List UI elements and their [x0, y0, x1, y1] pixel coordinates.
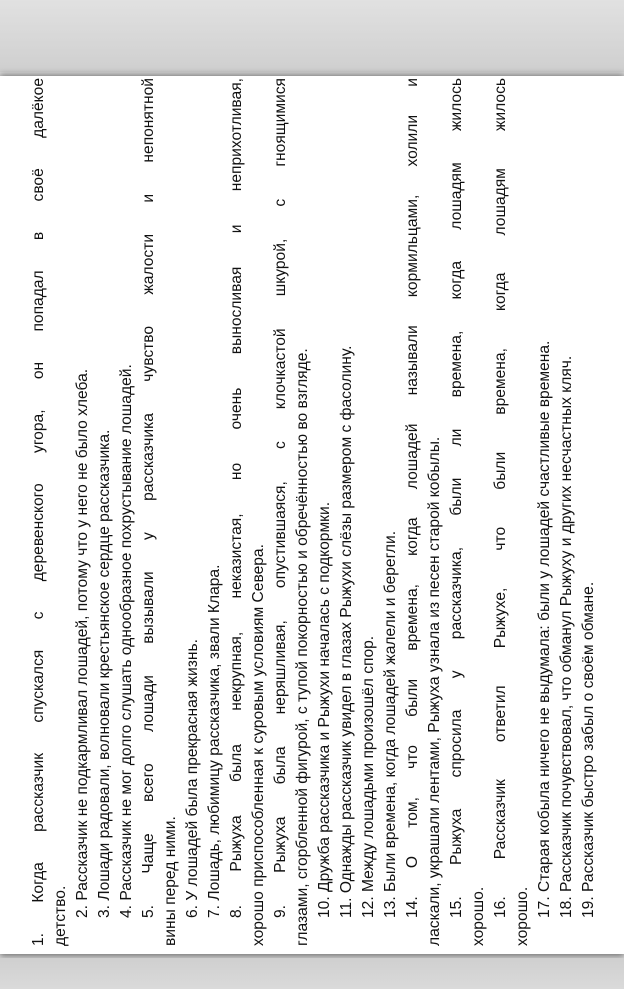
statement-line: 6. У лошадей была прекрасная жизнь.: [184, 639, 201, 918]
statement-line: 11. Однажды рассказчик увидел в глазах Рыжухи слёзы размером с фасолину.: [338, 345, 355, 918]
statement-line: глазами, сгорбленной фигурой, с тупой покорностью и обречённостью во взгляде.: [294, 348, 311, 946]
statement-line: 8. Рыжуха была некрупная, неказистая, но очень выносливая и неприхотливая,: [228, 78, 245, 918]
statement-line: 1. Когда рассказчик спускался с деревенского угора, он попадал в своё далёкое: [30, 78, 47, 946]
viewer-top-bar: [0, 0, 624, 72]
statement-line: 9. Рыжуха была неряшливая, опустившаяся, с клочкастой шкурой, с гноящимися: [272, 78, 289, 918]
document-page: [0, 76, 624, 954]
statement-line: 14. О том, что были времена, когда лошадей называли кормильцами, холили и: [404, 78, 421, 918]
statement-line: хорошо приспособленная к суровым условиям Севера.: [250, 544, 267, 946]
statement-line: 5. Чаще всего лошади вызывали у рассказчика чувство жалости и непонятной: [140, 78, 157, 918]
statement-line: хорошо.: [470, 886, 487, 946]
statement-line: 18. Рассказчик почувствовал, что обманул Рыжуху и других несчастных кляч.: [558, 355, 575, 918]
statement-line: 12. Между лошадьми произошёл спор.: [360, 635, 377, 918]
statement-line: 16. Рассказчик ответил Рыжухе, что были времена, когда лошадям жилось: [492, 78, 509, 918]
statement-line: 7. Лошадь, любимицу рассказчика, звали Клара.: [206, 564, 223, 918]
rotated-text-block: [8, 78, 608, 946]
statement-line: 4. Рассказчик не мог долго слушать однообразное похрустывание лошадей.: [118, 364, 135, 918]
statement-line: 2. Рассказчик не подкармливал лошадей, потому что у него не было хлеба.: [74, 368, 91, 918]
viewer-bottom-bar: [0, 958, 624, 989]
statement-line: вины перед ними.: [162, 816, 179, 946]
statement-line: 3. Лошади радовали, волновали крестьянское сердце рассказчика.: [96, 429, 113, 918]
statement-line: детство.: [52, 885, 69, 946]
statement-line: 19. Рассказчик быстро забыл о своём обмане.: [580, 581, 597, 918]
statement-line: 15. Рыжуха спросила у рассказчика, были ли времена, когда лошадям жилось: [448, 78, 465, 918]
statement-line: 17. Старая кобыла ничего не выдумала: были у лошадей счастливые времена.: [536, 340, 553, 918]
statement-line: 10. Дружба рассказчика и Рыжухи началась с подкормки.: [316, 501, 333, 918]
statement-line: ласкали, украшали лентами, Рыжуха узнала из песен старой кобылы.: [426, 436, 443, 946]
statement-line: хорошо.: [514, 886, 531, 946]
statement-line: 13. Были времена, когда лошадей жалели и берегли.: [382, 530, 399, 918]
